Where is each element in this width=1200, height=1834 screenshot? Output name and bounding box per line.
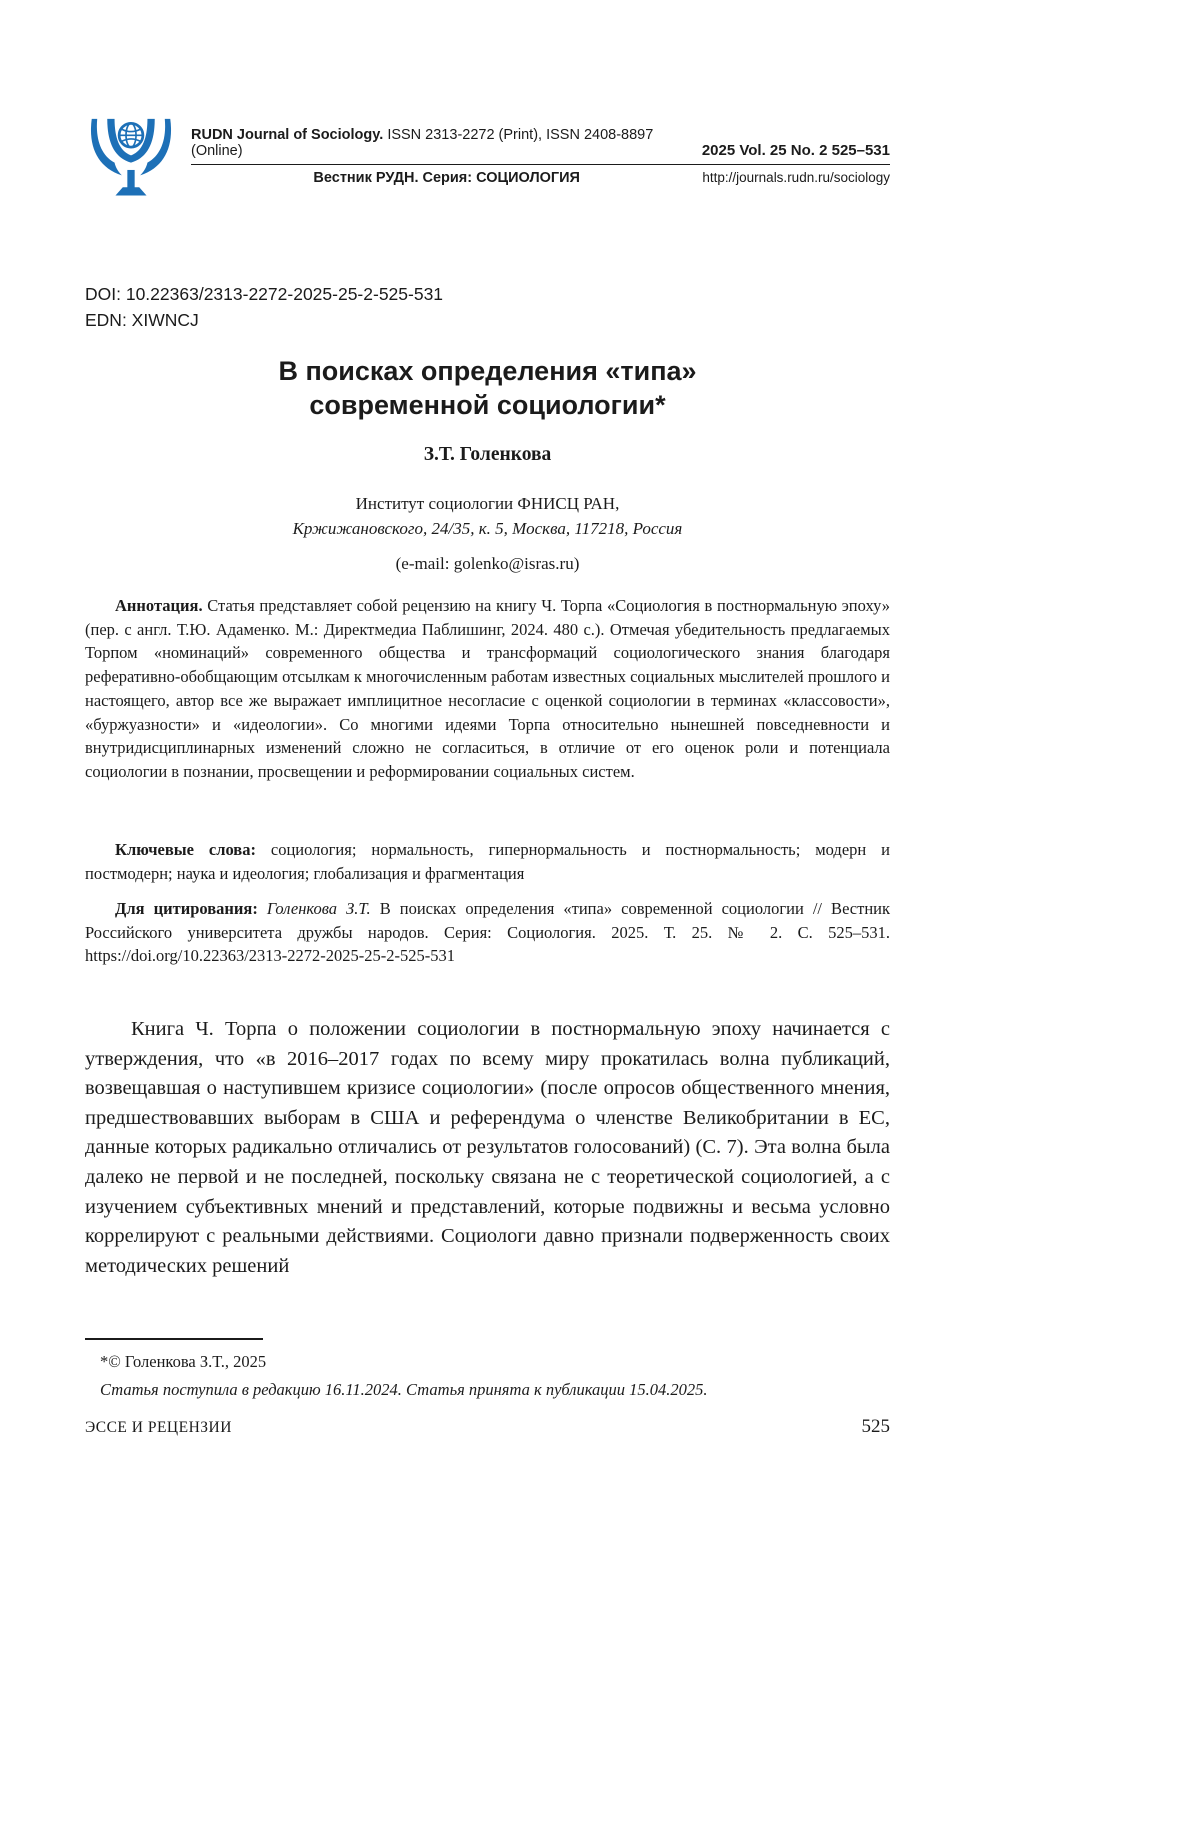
issue-info: 2025 Vol. 25 No. 2 525–531 xyxy=(701,142,890,159)
journal-name-en xyxy=(191,127,702,159)
article-title-line1: В поисках определения «типа» xyxy=(278,356,697,386)
rudn-logo-icon xyxy=(85,117,177,201)
journal-issn: ISSN 2313-2272 (Print), ISSN 2408-8897 (Online) xyxy=(191,127,654,159)
affiliation-institute: Институт социологии ФНИСЦ РАН, xyxy=(355,494,620,513)
footer-section-title: ЭССЕ И РЕЦЕНЗИИ xyxy=(85,1419,232,1436)
keywords-label: Ключевые слова: xyxy=(115,840,256,859)
footnote-rule xyxy=(85,1338,263,1340)
abstract-label: Аннотация. xyxy=(115,596,203,615)
affiliation-address: Кржижановского, 24/35, к. 5, Москва, 117218, Россия xyxy=(292,519,683,538)
abstract-paragraph xyxy=(85,594,890,784)
article-author: З.Т. Голенкова xyxy=(423,444,552,465)
edn-line: EDN: XIWNCJ xyxy=(85,310,199,330)
journal-header xyxy=(85,117,890,201)
abstract-text: Статья представляет собой рецензию на книгу Ч. Торпа «Социология в постнормальную эпоху» (пер. с англ. Т.Ю. Адаменко. М.: Директмедиа Паблишинг, 2024. 480 с.). Отмечая убедительность предлагаемых Торпом «номинаций» современного общества и трансформаций социологического знания благодаря реферативно-обобщающим отсылкам к многочисленным работам известных социальных мыслителей прошлого и настоящего, автор все же выражает имплицитное несогласие с оценкой социологии в терминах «классовости», «буржуазности» и «идеологии». Со многими идеями Торпа относительно нынешней повседневности и внутридисциплинарных изменений сложно не согласиться, в отличие от его оценок роли и потенциала социологии в познании, просвещении и реформировании социальных систем. xyxy=(85,596,890,781)
header-row-bottom xyxy=(191,165,890,186)
citation-label: Для цитирования: xyxy=(115,899,258,918)
header-row-top xyxy=(191,127,890,165)
footer-page-number: 525 xyxy=(861,1416,890,1437)
identifier-block xyxy=(85,281,890,333)
author-affiliation xyxy=(85,491,890,541)
journal-site-url: http://journals.rudn.ru/sociology xyxy=(702,170,890,185)
keywords-paragraph xyxy=(85,838,890,885)
page-footer xyxy=(85,1416,890,1438)
journal-name-ru: Вестник РУДН. Серия: СОЦИОЛОГИЯ xyxy=(313,170,580,186)
footnote-dates: Статья поступила в редакцию 16.11.2024. Статья принята к публикации 15.04.2025. xyxy=(100,1380,708,1399)
footnote-copyright: *© Голенкова З.Т., 2025 xyxy=(100,1352,267,1371)
citation-author: Голенкова З.Т. xyxy=(266,899,371,918)
footnote-block xyxy=(85,1348,890,1404)
keywords-text: социология; нормальность, гипернормальность и постнормальность; модерн и постмодерн; наука и идеология; глобализация и фрагментация xyxy=(85,840,890,883)
body-paragraph: Книга Ч. Торпа о положении социологии в постнормальную эпоху начинается с утверждения, что «в 2016–2017 годах по всему миру прокатилась волна публикаций, возвещавшая о наступившем кризисе социологии» (после опросов общественного мнения, предшествовавших выборам в США и референдума о членстве Великобритании в ЕС, данные которых радикально отличались от результатов голосований) (С. 7). Эта волна была далеко не первой и не последней, поскольку связана не с теоретической социологией, а с изучением субъективных мнений и представлений, которые подвижны и весьма условно коррелируют с реальными действиями. Социологи давно признали подверженность своих методических решений xyxy=(85,1018,890,1277)
doi-line: DOI: 10.22363/2313-2272-2025-25-2-525-531 xyxy=(85,284,444,304)
article-title-line2: современной социологии* xyxy=(309,390,666,420)
journal-name-en-bold: RUDN Journal of Sociology. xyxy=(191,127,384,143)
citation-text: В поисках определения «типа» современной социологии // Вестник Российского университета дружбы народов. Серия: Социология. 2025. Т. 25. № 2. С. 525–531. https://doi.org/10.22363/2313-2272-2025-25-2-525-531 xyxy=(85,899,891,966)
citation-paragraph xyxy=(85,897,890,968)
author-email: (e-mail: golenko@isras.ru) xyxy=(395,554,580,573)
header-text-columns xyxy=(191,127,890,201)
article-title xyxy=(85,354,890,422)
